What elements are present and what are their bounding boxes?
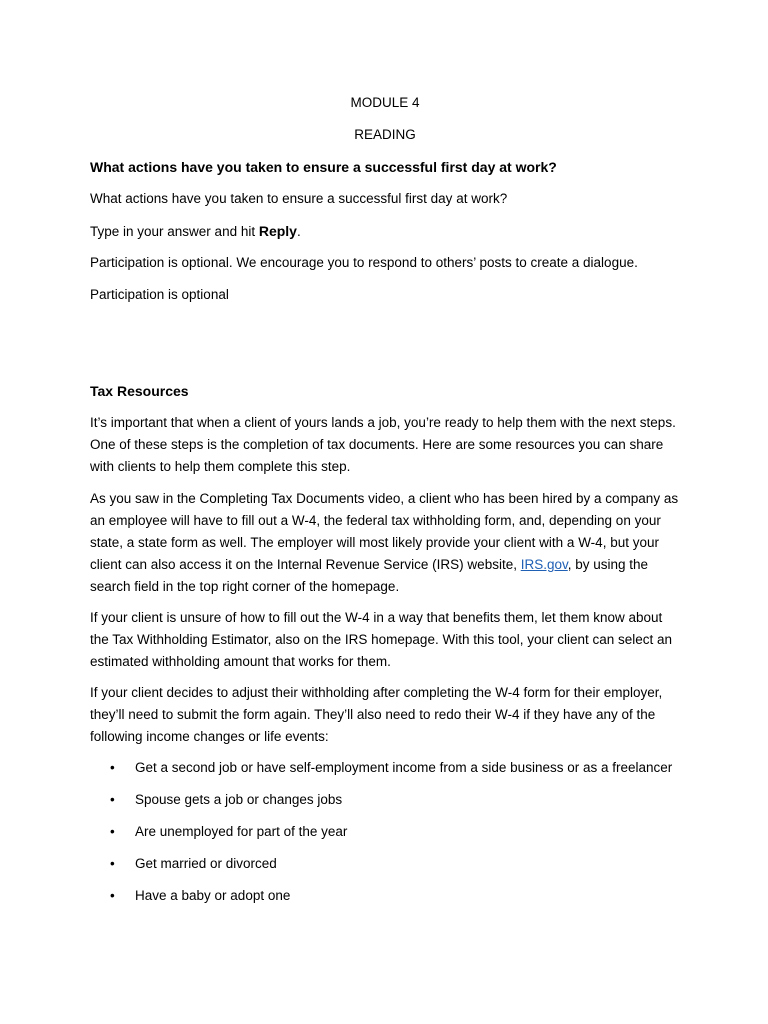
life-events-list <box>90 757 680 917</box>
tax-paragraph-2 <box>90 488 680 598</box>
list-item <box>90 757 680 779</box>
reply-instruction <box>90 220 680 243</box>
bullet-icon: • <box>110 888 115 903</box>
discussion-question: What actions have you taken to ensure a successful first day at work? <box>90 191 508 206</box>
list-item <box>90 789 680 811</box>
tax-paragraph-1: It’s important that when a client of yours lands a job, you’re ready to help them with the next steps. One of these steps is the completion of tax documents. Here are some resources you can share with clients to help them complete this step. <box>90 415 676 474</box>
reply-instruction-suffix: . <box>296 224 301 239</box>
bullet-icon: • <box>110 824 115 839</box>
module-label: MODULE 4 <box>350 95 420 110</box>
irs-gov-link[interactable]: IRS.gov <box>520 557 568 572</box>
reply-keyword: Reply <box>258 223 297 239</box>
list-item <box>90 885 680 907</box>
reply-instruction-prefix: Type in your answer and hit <box>90 224 259 239</box>
list-item-text: Get a second job or have self-employment income from a side business or as a freelancer <box>135 760 673 775</box>
participation-note: Participation is optional. We encourage you to respond to others’ posts to create a dialogue. <box>90 255 638 270</box>
bullet-icon: • <box>110 856 115 871</box>
tax-paragraph-4: If your client decides to adjust their withholding after completing the W-4 form for their employer, they’ll need to submit the form again. They’ll also need to redo their W-4 if they have any of the following income changes or life events: <box>90 685 663 744</box>
participation-short: Participation is optional <box>90 287 229 302</box>
list-item-text: Spouse gets a job or changes jobs <box>135 792 343 807</box>
tax-resources-title: Tax Resources <box>90 383 189 399</box>
section-label: READING <box>354 127 416 142</box>
bullet-icon: • <box>110 792 115 807</box>
tax-paragraph-2-tail: , by using the search field in the top right corner of the homepage. <box>90 557 649 594</box>
discussion-title: What actions have you taken to ensure a successful first day at work? <box>90 159 557 175</box>
list-item-text: Have a baby or adopt one <box>135 888 291 903</box>
list-item-text: Are unemployed for part of the year <box>135 824 348 839</box>
list-item <box>90 821 680 843</box>
tax-paragraph-3: If your client is unsure of how to fill out the W-4 in a way that benefits them, let them know about the Tax Withholding Estimator, also on the IRS homepage. With this tool, your client can select an estimated withholding amount that works for them. <box>90 610 673 669</box>
bullet-icon: • <box>110 760 115 775</box>
list-item <box>90 853 680 875</box>
list-item-text: Get married or divorced <box>135 856 277 871</box>
tax-paragraph-2-text: As you saw in the Completing Tax Documents video, a client who has been hired by a company as an employee will have to fill out a W-4, the federal tax withholding form, and, depending on your state, a state form as well. The employer will most likely provide your client with a W-4, but your client can also access it on the Internal Revenue Service (IRS) website, <box>90 491 679 572</box>
